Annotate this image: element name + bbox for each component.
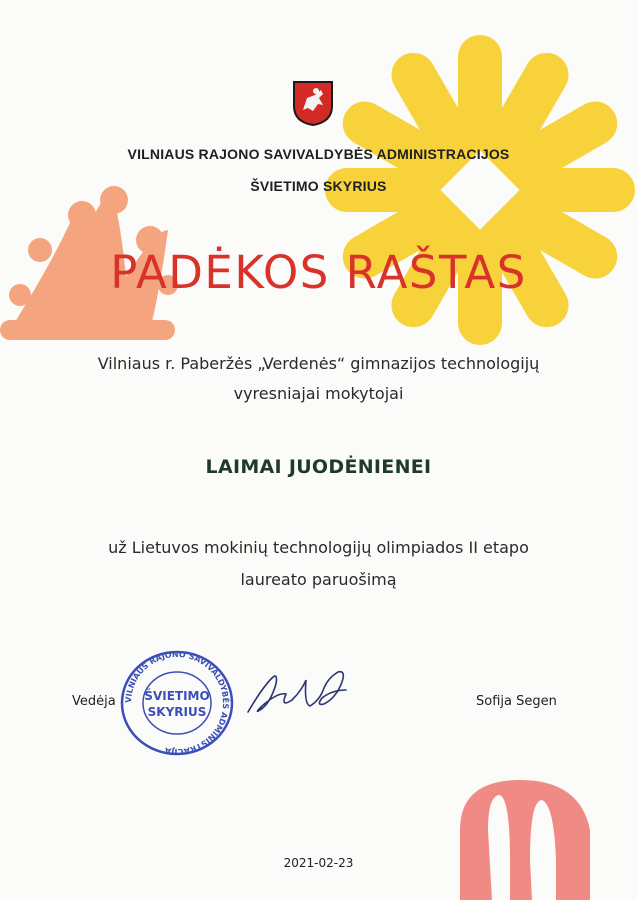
signatory-name: Sofija Segen	[476, 694, 557, 709]
issuer-line-2: ŠVIETIMO SKYRIUS	[250, 178, 387, 194]
reason-line-2: laureato paruošimą	[240, 570, 397, 589]
coat-of-arms-icon	[292, 80, 334, 126]
recipient-role-line-1: Vilniaus r. Paberžės „Verdenės“ gimnazijos technologijų	[97, 354, 540, 373]
stamp-ring-text: VILNIAUS RAJONO SAVIVALDYBĖS ADMINISTRACIJA	[123, 649, 231, 757]
issuer-line-1: VILNIAUS RAJONO SAVIVALDYBĖS ADMINISTRACIJOS	[127, 146, 510, 162]
recipient-name: LAIMAI JUODĖNIENEI	[205, 456, 432, 478]
balloon-decoration	[460, 780, 590, 900]
document-title: PADĖKOS RAŠTAS	[110, 246, 527, 299]
document-date: 2021-02-23	[283, 856, 354, 870]
signatory-position: Vedėja	[72, 694, 116, 709]
stamp-center-line-1: ŠVIETIMO	[144, 689, 210, 703]
recipient-role-line-2: vyresniajai mokytojai	[233, 384, 404, 403]
reason-line-1: už Lietuvos mokinių technologijų olimpiados II etapo	[108, 538, 529, 557]
handwritten-signature	[240, 660, 352, 722]
stamp-center-line-2: SKYRIUS	[147, 705, 207, 719]
official-stamp	[117, 648, 237, 758]
